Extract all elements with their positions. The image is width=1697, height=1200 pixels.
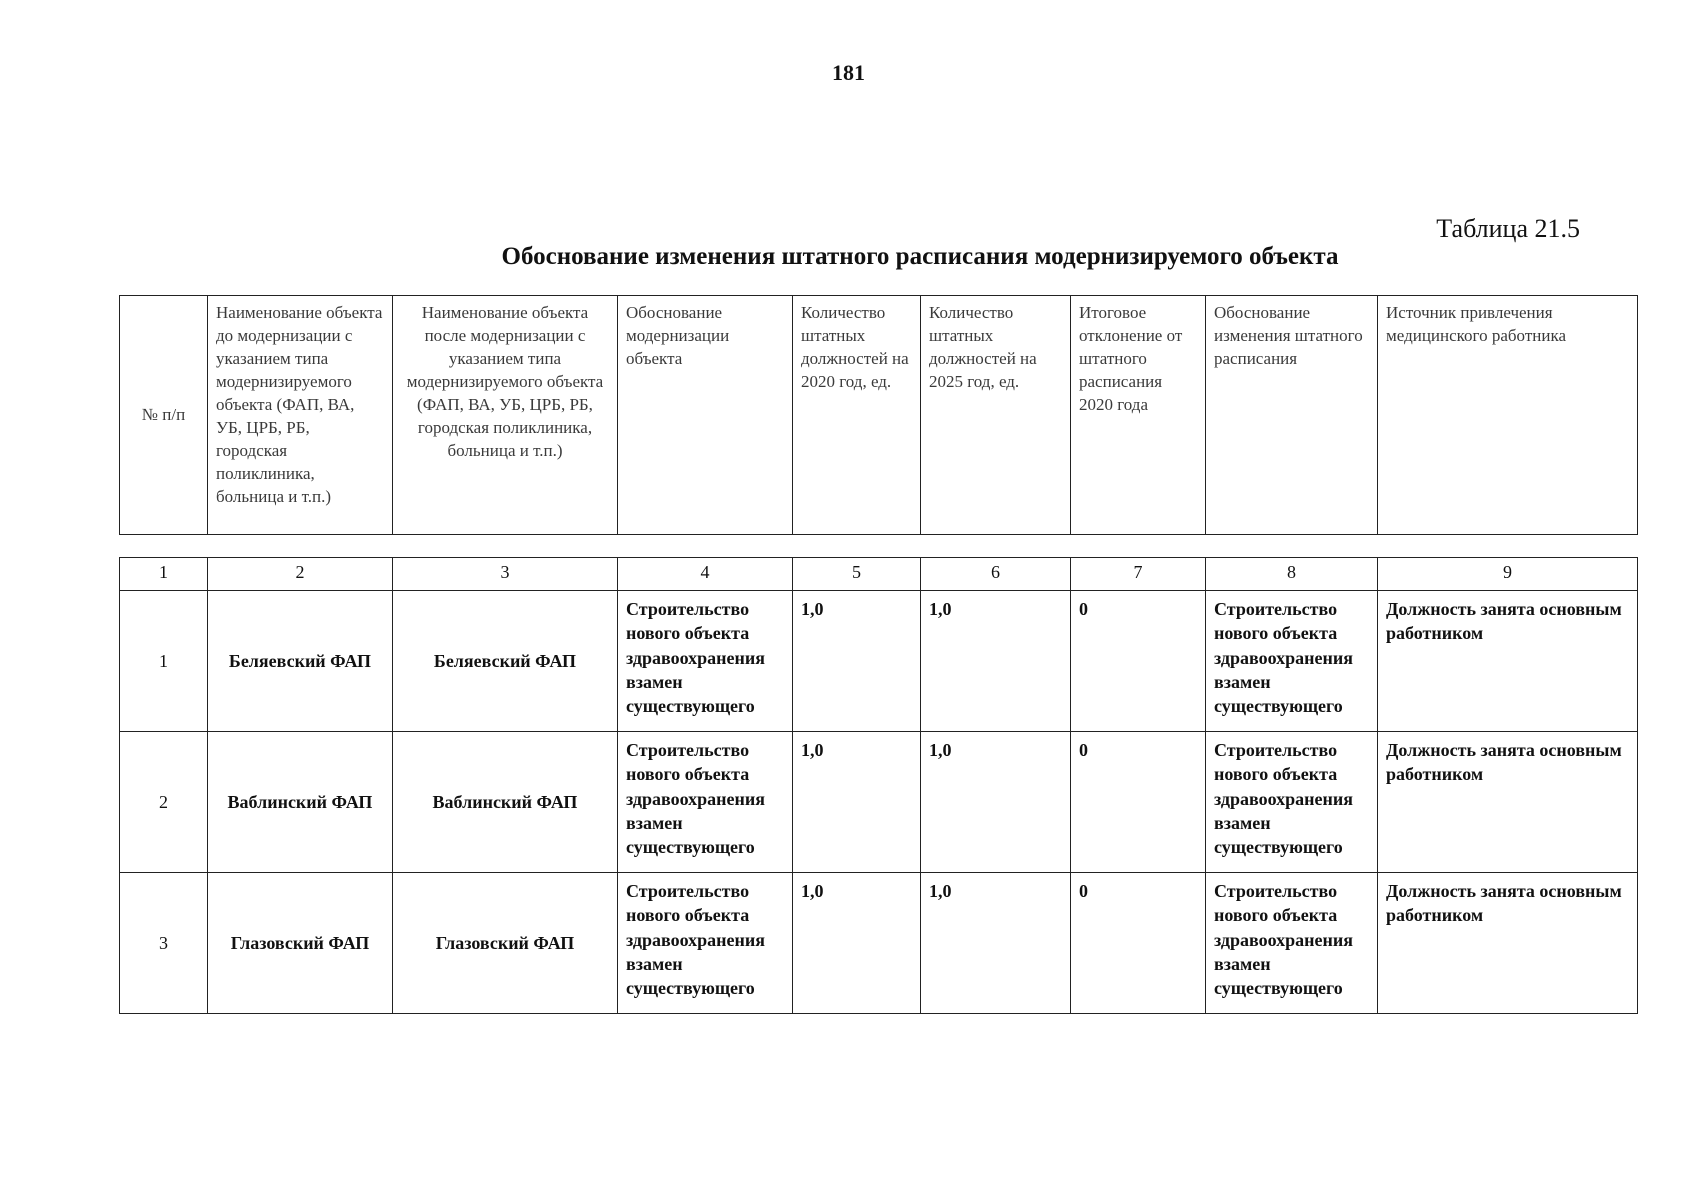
staff-change-reason: Строительство нового объекта здравоохранения взамен существующего xyxy=(1206,732,1378,873)
staff-2025: 1,0 xyxy=(921,591,1071,732)
column-number: 6 xyxy=(921,558,1071,591)
object-after: Беляевский ФАП xyxy=(393,591,618,732)
object-before: Ваблинский ФАП xyxy=(208,732,393,873)
header-cell: Источник привлечения медицинского работника xyxy=(1378,296,1638,535)
staff-2025: 1,0 xyxy=(921,732,1071,873)
column-number: 7 xyxy=(1071,558,1206,591)
table-row xyxy=(120,873,1638,1014)
header-cell: № п/п xyxy=(120,296,208,535)
table-row xyxy=(120,591,1638,732)
header-cell: Обоснование изменения штатного расписания xyxy=(1206,296,1378,535)
modernization-reason: Строительство нового объекта здравоохранения взамен существующего xyxy=(618,873,793,1014)
column-number: 9 xyxy=(1378,558,1638,591)
column-number: 1 xyxy=(120,558,208,591)
staff-2020: 1,0 xyxy=(793,591,921,732)
header-table xyxy=(119,295,1638,535)
deviation: 0 xyxy=(1071,591,1206,732)
worker-source: Должность занята основным работником xyxy=(1378,591,1638,732)
column-number: 4 xyxy=(618,558,793,591)
document-title: Обоснование изменения штатного расписания модернизируемого объекта xyxy=(501,243,1339,270)
worker-source: Должность занята основным работником xyxy=(1378,873,1638,1014)
staff-2025: 1,0 xyxy=(921,873,1071,1014)
column-number: 5 xyxy=(793,558,921,591)
header-cell: Количество штатных должностей на 2025 год, ед. xyxy=(921,296,1071,535)
page-number: 181 xyxy=(832,60,865,85)
staff-change-reason: Строительство нового объекта здравоохранения взамен существующего xyxy=(1206,591,1378,732)
column-number: 3 xyxy=(393,558,618,591)
header-cell: Наименование объекта после модернизации с указанием типа модернизируемого объекта (ФАП, ВА, УБ, ЦРБ, РБ, городская поликлиника, больница и т.п.) xyxy=(393,296,618,535)
worker-source: Должность занята основным работником xyxy=(1378,732,1638,873)
row-number: 3 xyxy=(120,873,208,1014)
header-cell: Количество штатных должностей на 2020 год, ед. xyxy=(793,296,921,535)
header-row xyxy=(120,296,1638,535)
column-number: 8 xyxy=(1206,558,1378,591)
object-before: Беляевский ФАП xyxy=(208,591,393,732)
staff-2020: 1,0 xyxy=(793,873,921,1014)
row-number: 1 xyxy=(120,591,208,732)
object-after: Ваблинский ФАП xyxy=(393,732,618,873)
header-cell: Обоснование модернизации объекта xyxy=(618,296,793,535)
deviation: 0 xyxy=(1071,873,1206,1014)
deviation: 0 xyxy=(1071,732,1206,873)
row-number: 2 xyxy=(120,732,208,873)
object-before: Глазовский ФАП xyxy=(208,873,393,1014)
table-row xyxy=(120,732,1638,873)
modernization-reason: Строительство нового объекта здравоохранения взамен существующего xyxy=(618,732,793,873)
data-table xyxy=(119,557,1638,1014)
table-label: Таблица 21.5 xyxy=(1436,214,1580,243)
modernization-reason: Строительство нового объекта здравоохранения взамен существующего xyxy=(618,591,793,732)
header-cell: Наименование объекта до модернизации с указанием типа модернизируемого объекта (ФАП, ВА, УБ, ЦРБ, РБ, городская поликлиника, больница и т.п.) xyxy=(208,296,393,535)
column-number-row xyxy=(120,558,1638,591)
column-number: 2 xyxy=(208,558,393,591)
staff-change-reason: Строительство нового объекта здравоохранения взамен существующего xyxy=(1206,873,1378,1014)
staff-2020: 1,0 xyxy=(793,732,921,873)
header-cell: Итоговое отклонение от штатного расписания 2020 года xyxy=(1071,296,1206,535)
object-after: Глазовский ФАП xyxy=(393,873,618,1014)
